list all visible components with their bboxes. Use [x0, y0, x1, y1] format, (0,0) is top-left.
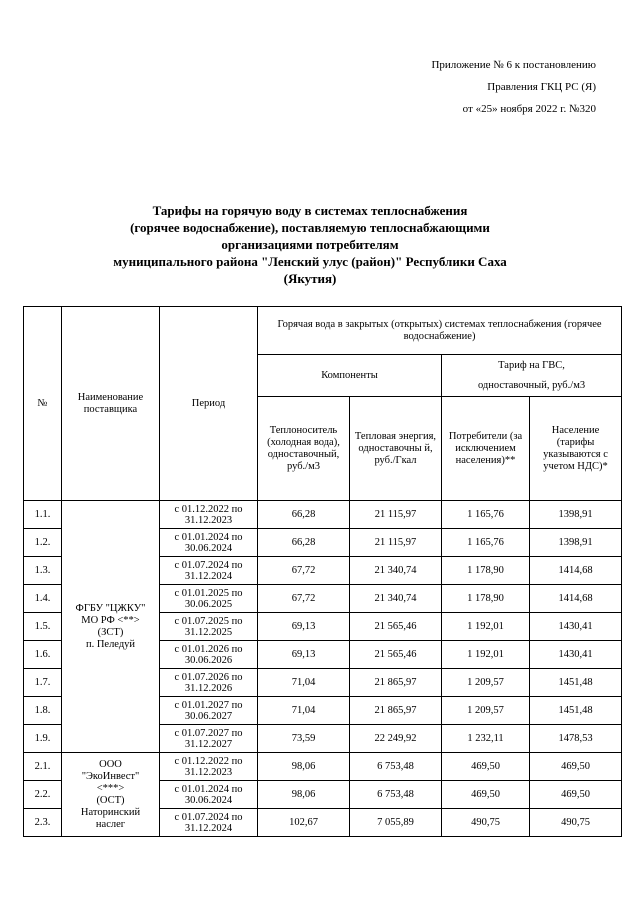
- supplier-2-line-2: "ЭкоИнвест": [81, 770, 140, 782]
- period-start: с 01.07.2026 по: [174, 671, 243, 683]
- period-start: с 01.01.2025 по: [174, 587, 243, 599]
- population-value: 1414,68: [530, 557, 622, 585]
- header-coolant: Теплоноситель (холодная вода), одноставочный, руб./м3: [258, 397, 350, 501]
- coolant-value: 66,28: [258, 529, 350, 557]
- energy-value: 21 340,74: [350, 585, 442, 613]
- energy-value: 7 055,89: [350, 809, 442, 837]
- appendix-line-2: Правления ГКЦ РС (Я): [487, 81, 596, 93]
- header-tariff-line-1: Тариф на ГВС,: [498, 359, 565, 371]
- period-cell: [160, 529, 258, 557]
- period-end: 30.06.2026: [184, 654, 233, 666]
- supplier-1-line-2: МО РФ <**>: [81, 614, 140, 626]
- row-number: 1.2.: [24, 529, 62, 557]
- period-end: 30.06.2024: [184, 542, 233, 554]
- population-value: 469,50: [530, 781, 622, 809]
- energy-value: 22 249,92: [350, 725, 442, 753]
- period-start: с 01.01.2027 по: [174, 699, 243, 711]
- appendix-line-1: Приложение № 6 к постановлению: [431, 59, 596, 71]
- population-value: 469,50: [530, 753, 622, 781]
- period-start: с 01.01.2024 по: [174, 531, 243, 543]
- consumers-value: 469,50: [442, 781, 530, 809]
- tariff-table: [23, 306, 622, 837]
- supplier-name-2: [62, 753, 160, 837]
- period-end: 31.12.2027: [184, 738, 233, 750]
- supplier-2-line-6: наслег: [95, 818, 126, 830]
- energy-value: 21 865,97: [350, 697, 442, 725]
- appendix-line-3: от «25» ноября 2022 г. №320: [462, 103, 596, 115]
- period-cell: [160, 641, 258, 669]
- period-start: с 01.01.2026 по: [174, 643, 243, 655]
- table-row: [24, 753, 622, 781]
- row-number: 2.3.: [24, 809, 62, 837]
- coolant-value: 71,04: [258, 697, 350, 725]
- energy-value: 6 753,48: [350, 781, 442, 809]
- supplier-name-1: [62, 501, 160, 753]
- header-hot-water-group: Горячая вода в закрытых (открытых) системах теплоснабжения (горячее водоснабжение): [258, 307, 622, 355]
- period-start: с 01.07.2024 по: [174, 811, 243, 823]
- period-start: с 01.01.2024 по: [174, 783, 243, 795]
- coolant-value: 102,67: [258, 809, 350, 837]
- period-cell: [160, 753, 258, 781]
- row-number: 1.6.: [24, 641, 62, 669]
- supplier-2-line-4: (ОСТ): [96, 794, 125, 806]
- period-start: с 01.07.2025 по: [174, 615, 243, 627]
- energy-value: 21 565,46: [350, 641, 442, 669]
- consumers-value: 490,75: [442, 809, 530, 837]
- row-number: 1.3.: [24, 557, 62, 585]
- supplier-2-line-1: ООО: [99, 758, 122, 770]
- consumers-value: 1 178,90: [442, 585, 530, 613]
- title-line-3: организациями потребителям: [221, 237, 399, 252]
- title-line-1: Тарифы на горячую воду в системах теплоснабжения: [152, 203, 468, 218]
- period-start: с 01.12.2022 по: [174, 503, 243, 515]
- energy-value: 21 865,97: [350, 669, 442, 697]
- row-number: 1.8.: [24, 697, 62, 725]
- header-supplier: Наименование поставщика: [62, 307, 160, 501]
- coolant-value: 66,28: [258, 501, 350, 529]
- coolant-value: 73,59: [258, 725, 350, 753]
- consumers-value: 1 209,57: [442, 669, 530, 697]
- period-end: 31.12.2023: [184, 766, 233, 778]
- row-number: 1.4.: [24, 585, 62, 613]
- population-value: 1398,91: [530, 529, 622, 557]
- consumers-value: 1 165,76: [442, 501, 530, 529]
- period-cell: [160, 725, 258, 753]
- row-number: 1.7.: [24, 669, 62, 697]
- row-number: 2.1.: [24, 753, 62, 781]
- header-row-1: [24, 307, 622, 355]
- title-line-2: (горячее водоснабжение), поставляемую теплоснабжающими: [130, 220, 490, 235]
- coolant-value: 98,06: [258, 781, 350, 809]
- coolant-value: 69,13: [258, 613, 350, 641]
- title-line-5: (Якутия): [283, 271, 337, 286]
- consumers-value: 469,50: [442, 753, 530, 781]
- period-start: с 01.07.2027 по: [174, 727, 243, 739]
- period-end: 30.06.2024: [184, 794, 233, 806]
- population-value: 1451,48: [530, 697, 622, 725]
- population-value: 1398,91: [530, 501, 622, 529]
- title-line-4: муниципального района "Ленский улус (район)" Республики Саха: [113, 254, 507, 269]
- coolant-value: 98,06: [258, 753, 350, 781]
- appendix-header: [296, 54, 596, 120]
- population-value: 1414,68: [530, 585, 622, 613]
- document-title: [60, 202, 560, 287]
- row-number: 1.5.: [24, 613, 62, 641]
- period-end: 31.12.2025: [184, 626, 233, 638]
- supplier-2-line-3: <***>: [96, 782, 125, 794]
- consumers-value: 1 209,57: [442, 697, 530, 725]
- coolant-value: 67,72: [258, 585, 350, 613]
- energy-value: 21 115,97: [350, 501, 442, 529]
- energy-value: 21 115,97: [350, 529, 442, 557]
- period-cell: [160, 613, 258, 641]
- period-end: 30.06.2025: [184, 598, 233, 610]
- row-number: 2.2.: [24, 781, 62, 809]
- period-start: с 01.12.2022 по: [174, 755, 243, 767]
- row-number: 1.9.: [24, 725, 62, 753]
- period-end: 31.12.2024: [184, 570, 233, 582]
- energy-value: 6 753,48: [350, 753, 442, 781]
- period-cell: [160, 501, 258, 529]
- consumers-value: 1 192,01: [442, 613, 530, 641]
- supplier-1-line-1: ФГБУ "ЦЖКУ": [75, 602, 146, 614]
- supplier-2-line-5: Наторинский: [80, 806, 141, 818]
- energy-value: 21 565,46: [350, 613, 442, 641]
- period-cell: [160, 697, 258, 725]
- supplier-1-line-3: (ЗСТ): [97, 626, 124, 638]
- period-cell: [160, 669, 258, 697]
- header-components: Компоненты: [258, 355, 442, 397]
- consumers-value: 1 232,11: [442, 725, 530, 753]
- consumers-value: 1 165,76: [442, 529, 530, 557]
- header-tariff: [442, 355, 622, 397]
- period-cell: [160, 557, 258, 585]
- row-number: 1.1.: [24, 501, 62, 529]
- coolant-value: 67,72: [258, 557, 350, 585]
- period-cell: [160, 809, 258, 837]
- supplier-1-line-4: п. Пеледуй: [85, 638, 136, 650]
- period-end: 30.06.2027: [184, 710, 233, 722]
- header-num: №: [24, 307, 62, 501]
- consumers-value: 1 192,01: [442, 641, 530, 669]
- header-consumers: Потребители (за исключением населения)**: [442, 397, 530, 501]
- header-thermal-energy: Тепловая энергия, одноставочны й, руб./Гкал: [350, 397, 442, 501]
- energy-value: 21 340,74: [350, 557, 442, 585]
- period-cell: [160, 585, 258, 613]
- period-end: 31.12.2026: [184, 682, 233, 694]
- population-value: 1451,48: [530, 669, 622, 697]
- population-value: 1430,41: [530, 613, 622, 641]
- population-value: 490,75: [530, 809, 622, 837]
- header-period: Период: [160, 307, 258, 501]
- header-tariff-line-2: одноставочный, руб./м3: [477, 379, 586, 391]
- period-end: 31.12.2024: [184, 822, 233, 834]
- period-end: 31.12.2023: [184, 514, 233, 526]
- coolant-value: 69,13: [258, 641, 350, 669]
- population-value: 1478,53: [530, 725, 622, 753]
- period-start: с 01.07.2024 по: [174, 559, 243, 571]
- coolant-value: 71,04: [258, 669, 350, 697]
- table-row: [24, 501, 622, 529]
- population-value: 1430,41: [530, 641, 622, 669]
- consumers-value: 1 178,90: [442, 557, 530, 585]
- period-cell: [160, 781, 258, 809]
- header-population: Население (тарифы указываются с учетом НДС)*: [530, 397, 622, 501]
